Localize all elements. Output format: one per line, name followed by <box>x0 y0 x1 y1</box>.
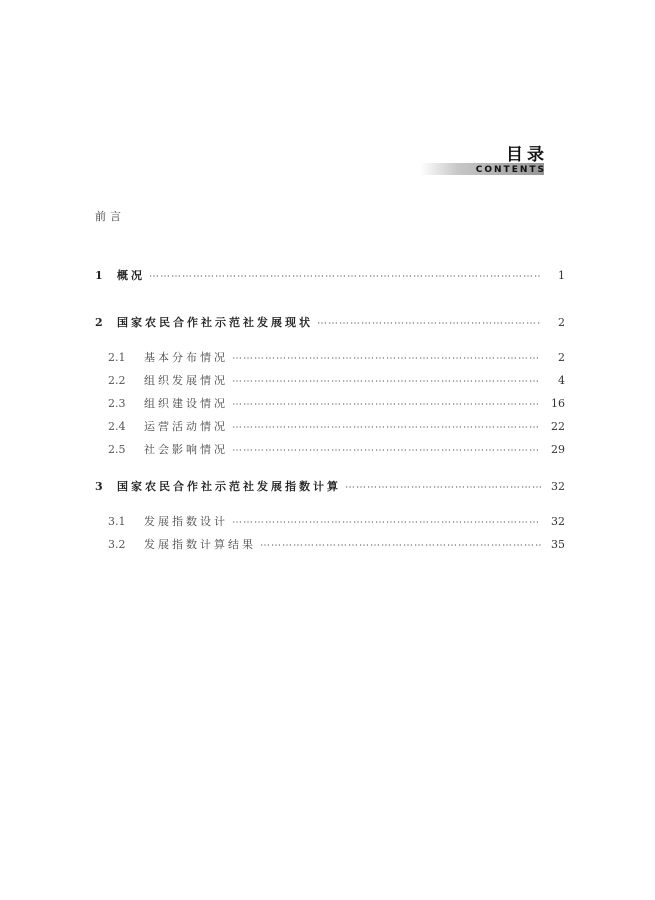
toc-label: 社会影响情况 <box>144 443 228 456</box>
toc-number: 2.3 <box>108 397 126 410</box>
toc-entry-2-2[interactable] <box>108 372 565 388</box>
dot-leader <box>345 482 541 493</box>
foreword-link[interactable]: 前言 <box>95 210 125 223</box>
toc-page: 32 <box>551 515 565 528</box>
dot-leader <box>317 318 541 329</box>
toc-label: 概况 <box>117 269 145 282</box>
dot-leader <box>232 445 541 456</box>
toc-label: 基本分布情况 <box>144 351 228 364</box>
toc-page: 32 <box>551 480 565 493</box>
toc-page: 29 <box>551 443 565 456</box>
toc-page: 16 <box>551 397 565 410</box>
toc-number: 1 <box>95 269 103 282</box>
toc-label: 组织建设情况 <box>144 397 228 410</box>
toc-entry-3-1[interactable] <box>108 513 565 529</box>
toc-number: 2 <box>95 316 103 329</box>
dot-leader <box>232 376 541 387</box>
toc-label: 运营活动情况 <box>144 420 228 433</box>
dot-leader <box>260 540 541 551</box>
dot-leader <box>232 422 541 433</box>
page-title: 目录 <box>506 145 548 165</box>
dot-leader <box>149 271 541 282</box>
toc-label: 发展指数设计 <box>144 515 228 528</box>
toc-header <box>420 140 560 185</box>
toc-label: 组织发展情况 <box>144 374 228 387</box>
toc-entry-1[interactable] <box>95 267 565 283</box>
toc-entry-2-1[interactable] <box>108 349 565 365</box>
dot-leader <box>232 517 541 528</box>
toc-page: 2 <box>558 316 565 329</box>
toc-page: 1 <box>558 269 565 282</box>
toc-number: 3.1 <box>108 515 126 528</box>
toc-number: 3.2 <box>108 538 126 551</box>
toc-entry-2-5[interactable] <box>108 441 565 457</box>
toc-page: 22 <box>551 420 565 433</box>
dot-leader <box>232 399 541 410</box>
toc-page: 35 <box>551 538 565 551</box>
toc-entry-3[interactable] <box>95 478 565 494</box>
dot-leader <box>232 353 541 364</box>
toc-number: 3 <box>95 480 103 493</box>
toc-entry-2[interactable] <box>95 314 565 330</box>
toc-entry-2-3[interactable] <box>108 395 565 411</box>
toc-number: 2.5 <box>108 443 126 456</box>
toc-label: 国家农民合作社示范社发展现状 <box>117 316 313 329</box>
toc-label: 发展指数计算结果 <box>144 538 256 551</box>
toc-label: 国家农民合作社示范社发展指数计算 <box>117 480 341 493</box>
toc-page: 2 <box>558 351 565 364</box>
toc-page: 4 <box>558 374 565 387</box>
page-subtitle: CONTENTS <box>475 165 546 175</box>
toc-number: 2.4 <box>108 420 126 433</box>
toc-entry-2-4[interactable] <box>108 418 565 434</box>
toc-number: 2.1 <box>108 351 126 364</box>
toc-number: 2.2 <box>108 374 126 387</box>
toc-entry-3-2[interactable] <box>108 536 565 552</box>
